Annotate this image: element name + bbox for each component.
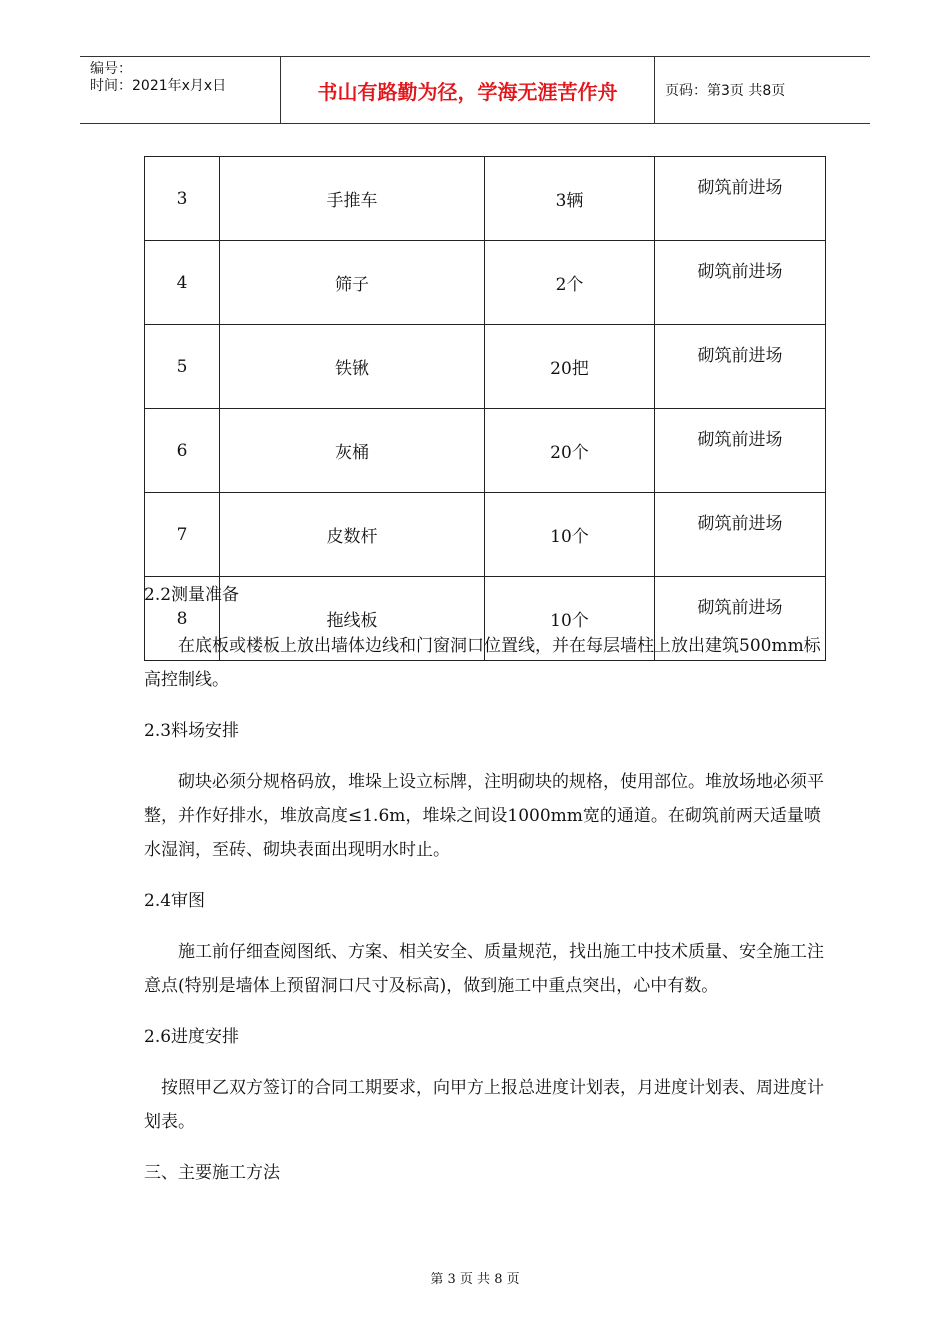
section-heading-3: 三、主要施工方法 (144, 1163, 280, 1183)
tool-name: 皮数杆 (220, 493, 485, 577)
document-body (144, 578, 826, 1190)
page-footer: 第 3 页 共 8 页 (430, 1272, 520, 1287)
table-row (145, 325, 826, 409)
tool-note: 砌筑前进场 (655, 409, 826, 493)
row-number: 4 (145, 241, 220, 325)
date-label: 时间：2021年x月x日 (90, 78, 227, 94)
number-label: 编号： (90, 61, 132, 77)
header-page-info: 页码：第3页 共8页 (665, 83, 786, 99)
tool-quantity: 20把 (485, 325, 655, 409)
tool-note: 砌筑前进场 (655, 157, 826, 241)
tool-note: 砌筑前进场 (655, 577, 826, 661)
table-row (145, 157, 826, 241)
row-number: 8 (145, 577, 220, 661)
section-text-2-3: 砌块必须分规格码放，堆垛上设立标牌，注明砌块的规格，使用部位。堆放场地必须平整，并作好排水，堆放高度≤1.6m，堆垛之间设1000mm宽的通道。在砌筑前两天适量喷水湿润，至砖、砌块表面出现明水时止。 (144, 772, 824, 860)
section-text-2-2: 在底板或楼板上放出墙体边线和门窗洞口位置线，并在每层墙柱上放出建筑500mm标高控制线。 (144, 636, 821, 690)
page-header (80, 56, 870, 124)
section-text-2-6: 按照甲乙双方签订的合同工期要求，向甲方上报总进度计划表，月进度计划表、周进度计划表。 (144, 1078, 824, 1132)
header-motto: 书山有路勤为径，学海无涯苦作舟 (281, 57, 655, 123)
tool-quantity: 10个 (485, 577, 655, 661)
tool-name: 拖线板 (220, 577, 485, 661)
row-number: 6 (145, 409, 220, 493)
section-heading-2-6: 2.6进度安排 (144, 1027, 240, 1047)
tool-name: 灰桶 (220, 409, 485, 493)
section-text-2-4: 施工前仔细查阅图纸、方案、相关安全、质量规范，找出施工中技术质量、安全施工注意点(特别是墙体上预留洞口尺寸及标高)，做到施工中重点突出，心中有数。 (144, 942, 824, 996)
tool-quantity: 10个 (485, 493, 655, 577)
tool-quantity: 3辆 (485, 157, 655, 241)
tool-quantity: 2个 (485, 241, 655, 325)
tool-note: 砌筑前进场 (655, 241, 826, 325)
table-row (145, 241, 826, 325)
header-meta (80, 57, 281, 123)
table-row (145, 409, 826, 493)
tool-name: 手推车 (220, 157, 485, 241)
row-number: 7 (145, 493, 220, 577)
row-number: 5 (145, 325, 220, 409)
row-number: 3 (145, 157, 220, 241)
tool-name: 铁锹 (220, 325, 485, 409)
section-heading-2-4: 2.4审图 (144, 891, 206, 911)
table-row (145, 493, 826, 577)
section-heading-2-2: 2.2测量准备 (144, 585, 240, 605)
tool-note: 砌筑前进场 (655, 325, 826, 409)
section-heading-2-3: 2.3料场安排 (144, 721, 240, 741)
tool-note: 砌筑前进场 (655, 493, 826, 577)
tool-quantity: 20个 (485, 409, 655, 493)
tool-name: 筛子 (220, 241, 485, 325)
